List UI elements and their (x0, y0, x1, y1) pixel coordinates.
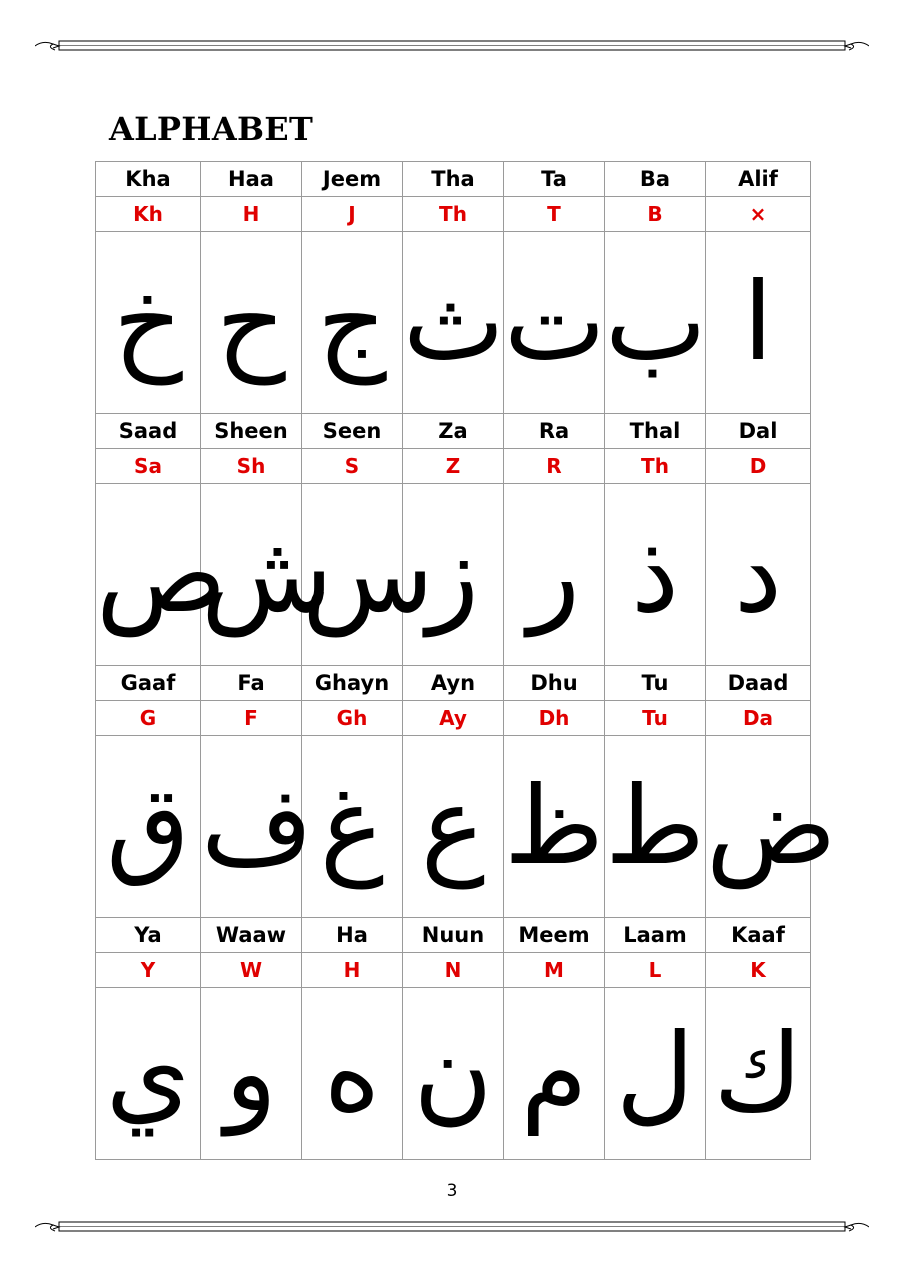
transliteration: R (504, 449, 605, 484)
transliteration: M (504, 953, 605, 988)
arabic-letter-row (96, 736, 811, 918)
letter-name: Ayn (403, 666, 504, 701)
arabic-letter: ل (605, 988, 706, 1160)
transliteration: B (605, 197, 706, 232)
letter-name: Waaw (201, 918, 302, 953)
arabic-letter: ق (96, 736, 201, 918)
letter-name: Meem (504, 918, 605, 953)
arabic-letter: ذ (605, 484, 706, 666)
arabic-letter: ف (201, 736, 302, 918)
letter-name: Fa (201, 666, 302, 701)
transliteration: H (201, 197, 302, 232)
transliteration: Kh (96, 197, 201, 232)
arabic-letter-row (96, 988, 811, 1160)
arabic-letter-row (96, 232, 811, 414)
transliteration: T (504, 197, 605, 232)
transliteration-row (96, 701, 811, 736)
transliteration: S (302, 449, 403, 484)
top-scroll-border (35, 38, 869, 54)
arabic-letter: ع (403, 736, 504, 918)
transliteration: W (201, 953, 302, 988)
transliteration: Dh (504, 701, 605, 736)
bottom-scroll-border (35, 1219, 869, 1235)
scroll-border-ornament (35, 1219, 869, 1235)
letter-name: Tha (403, 162, 504, 197)
transliteration-row (96, 197, 811, 232)
transliteration: H (302, 953, 403, 988)
transliteration: Th (403, 197, 504, 232)
arabic-letter: ض (706, 736, 811, 918)
arabic-letter: ج (302, 232, 403, 414)
letter-name: Dhu (504, 666, 605, 701)
arabic-letter: ش (201, 484, 302, 666)
transliteration: Z (403, 449, 504, 484)
arabic-letter: ا (706, 232, 811, 414)
letter-name: Saad (96, 414, 201, 449)
transliteration-row (96, 953, 811, 988)
transliteration: K (706, 953, 811, 988)
scroll-border-ornament (35, 38, 869, 54)
letter-name-row (96, 918, 811, 953)
arabic-letter: س (302, 484, 403, 666)
arabic-letter: ك (706, 988, 811, 1160)
letter-name: Dal (706, 414, 811, 449)
alphabet-table (95, 161, 837, 1160)
letter-name: Ghayn (302, 666, 403, 701)
transliteration: F (201, 701, 302, 736)
arabic-letter: خ (96, 232, 201, 414)
letter-name: Ha (302, 918, 403, 953)
arabic-letter: ط (605, 736, 706, 918)
letter-name: Haa (201, 162, 302, 197)
letter-name: Ta (504, 162, 605, 197)
arabic-letter: ر (504, 484, 605, 666)
arabic-letter: و (201, 988, 302, 1160)
letter-name: Daad (706, 666, 811, 701)
letter-name-row (96, 414, 811, 449)
letter-name: Tu (605, 666, 706, 701)
transliteration: J (302, 197, 403, 232)
letter-name: Sheen (201, 414, 302, 449)
transliteration-row (96, 449, 811, 484)
transliteration: Da (706, 701, 811, 736)
transliteration: G (96, 701, 201, 736)
arabic-letter-row (96, 484, 811, 666)
letter-name: Alif (706, 162, 811, 197)
letter-name-row (96, 162, 811, 197)
letter-name: Seen (302, 414, 403, 449)
letter-name: Za (403, 414, 504, 449)
page-title: ALPHABET (109, 110, 314, 148)
transliteration: Th (605, 449, 706, 484)
letter-name: Ra (504, 414, 605, 449)
transliteration: Sa (96, 449, 201, 484)
transliteration: N (403, 953, 504, 988)
letter-name: Laam (605, 918, 706, 953)
arabic-letter: ث (403, 232, 504, 414)
arabic-letter: ه (302, 988, 403, 1160)
transliteration: Sh (201, 449, 302, 484)
letter-name: Ba (605, 162, 706, 197)
letter-name: Kaaf (706, 918, 811, 953)
transliteration: L (605, 953, 706, 988)
letter-name: Jeem (302, 162, 403, 197)
transliteration: Tu (605, 701, 706, 736)
letter-name-row (96, 666, 811, 701)
arabic-letter: د (706, 484, 811, 666)
arabic-letter: غ (302, 736, 403, 918)
arabic-letter: ص (96, 484, 201, 666)
arabic-letter: ب (605, 232, 706, 414)
letter-name: Nuun (403, 918, 504, 953)
page-number: 3 (446, 1181, 458, 1201)
transliteration: Gh (302, 701, 403, 736)
letter-name: Ya (96, 918, 201, 953)
transliteration: Ay (403, 701, 504, 736)
letter-name: Thal (605, 414, 706, 449)
arabic-letter: ن (403, 988, 504, 1160)
arabic-letter: ز (403, 484, 504, 666)
transliteration: Y (96, 953, 201, 988)
arabic-letter: ي (96, 988, 201, 1160)
transliteration: × (706, 197, 811, 232)
arabic-letter: ح (201, 232, 302, 414)
letter-name: Gaaf (96, 666, 201, 701)
arabic-letter: م (504, 988, 605, 1160)
letter-name: Kha (96, 162, 201, 197)
transliteration: D (706, 449, 811, 484)
arabic-letter: ت (504, 232, 605, 414)
arabic-letter: ظ (504, 736, 605, 918)
